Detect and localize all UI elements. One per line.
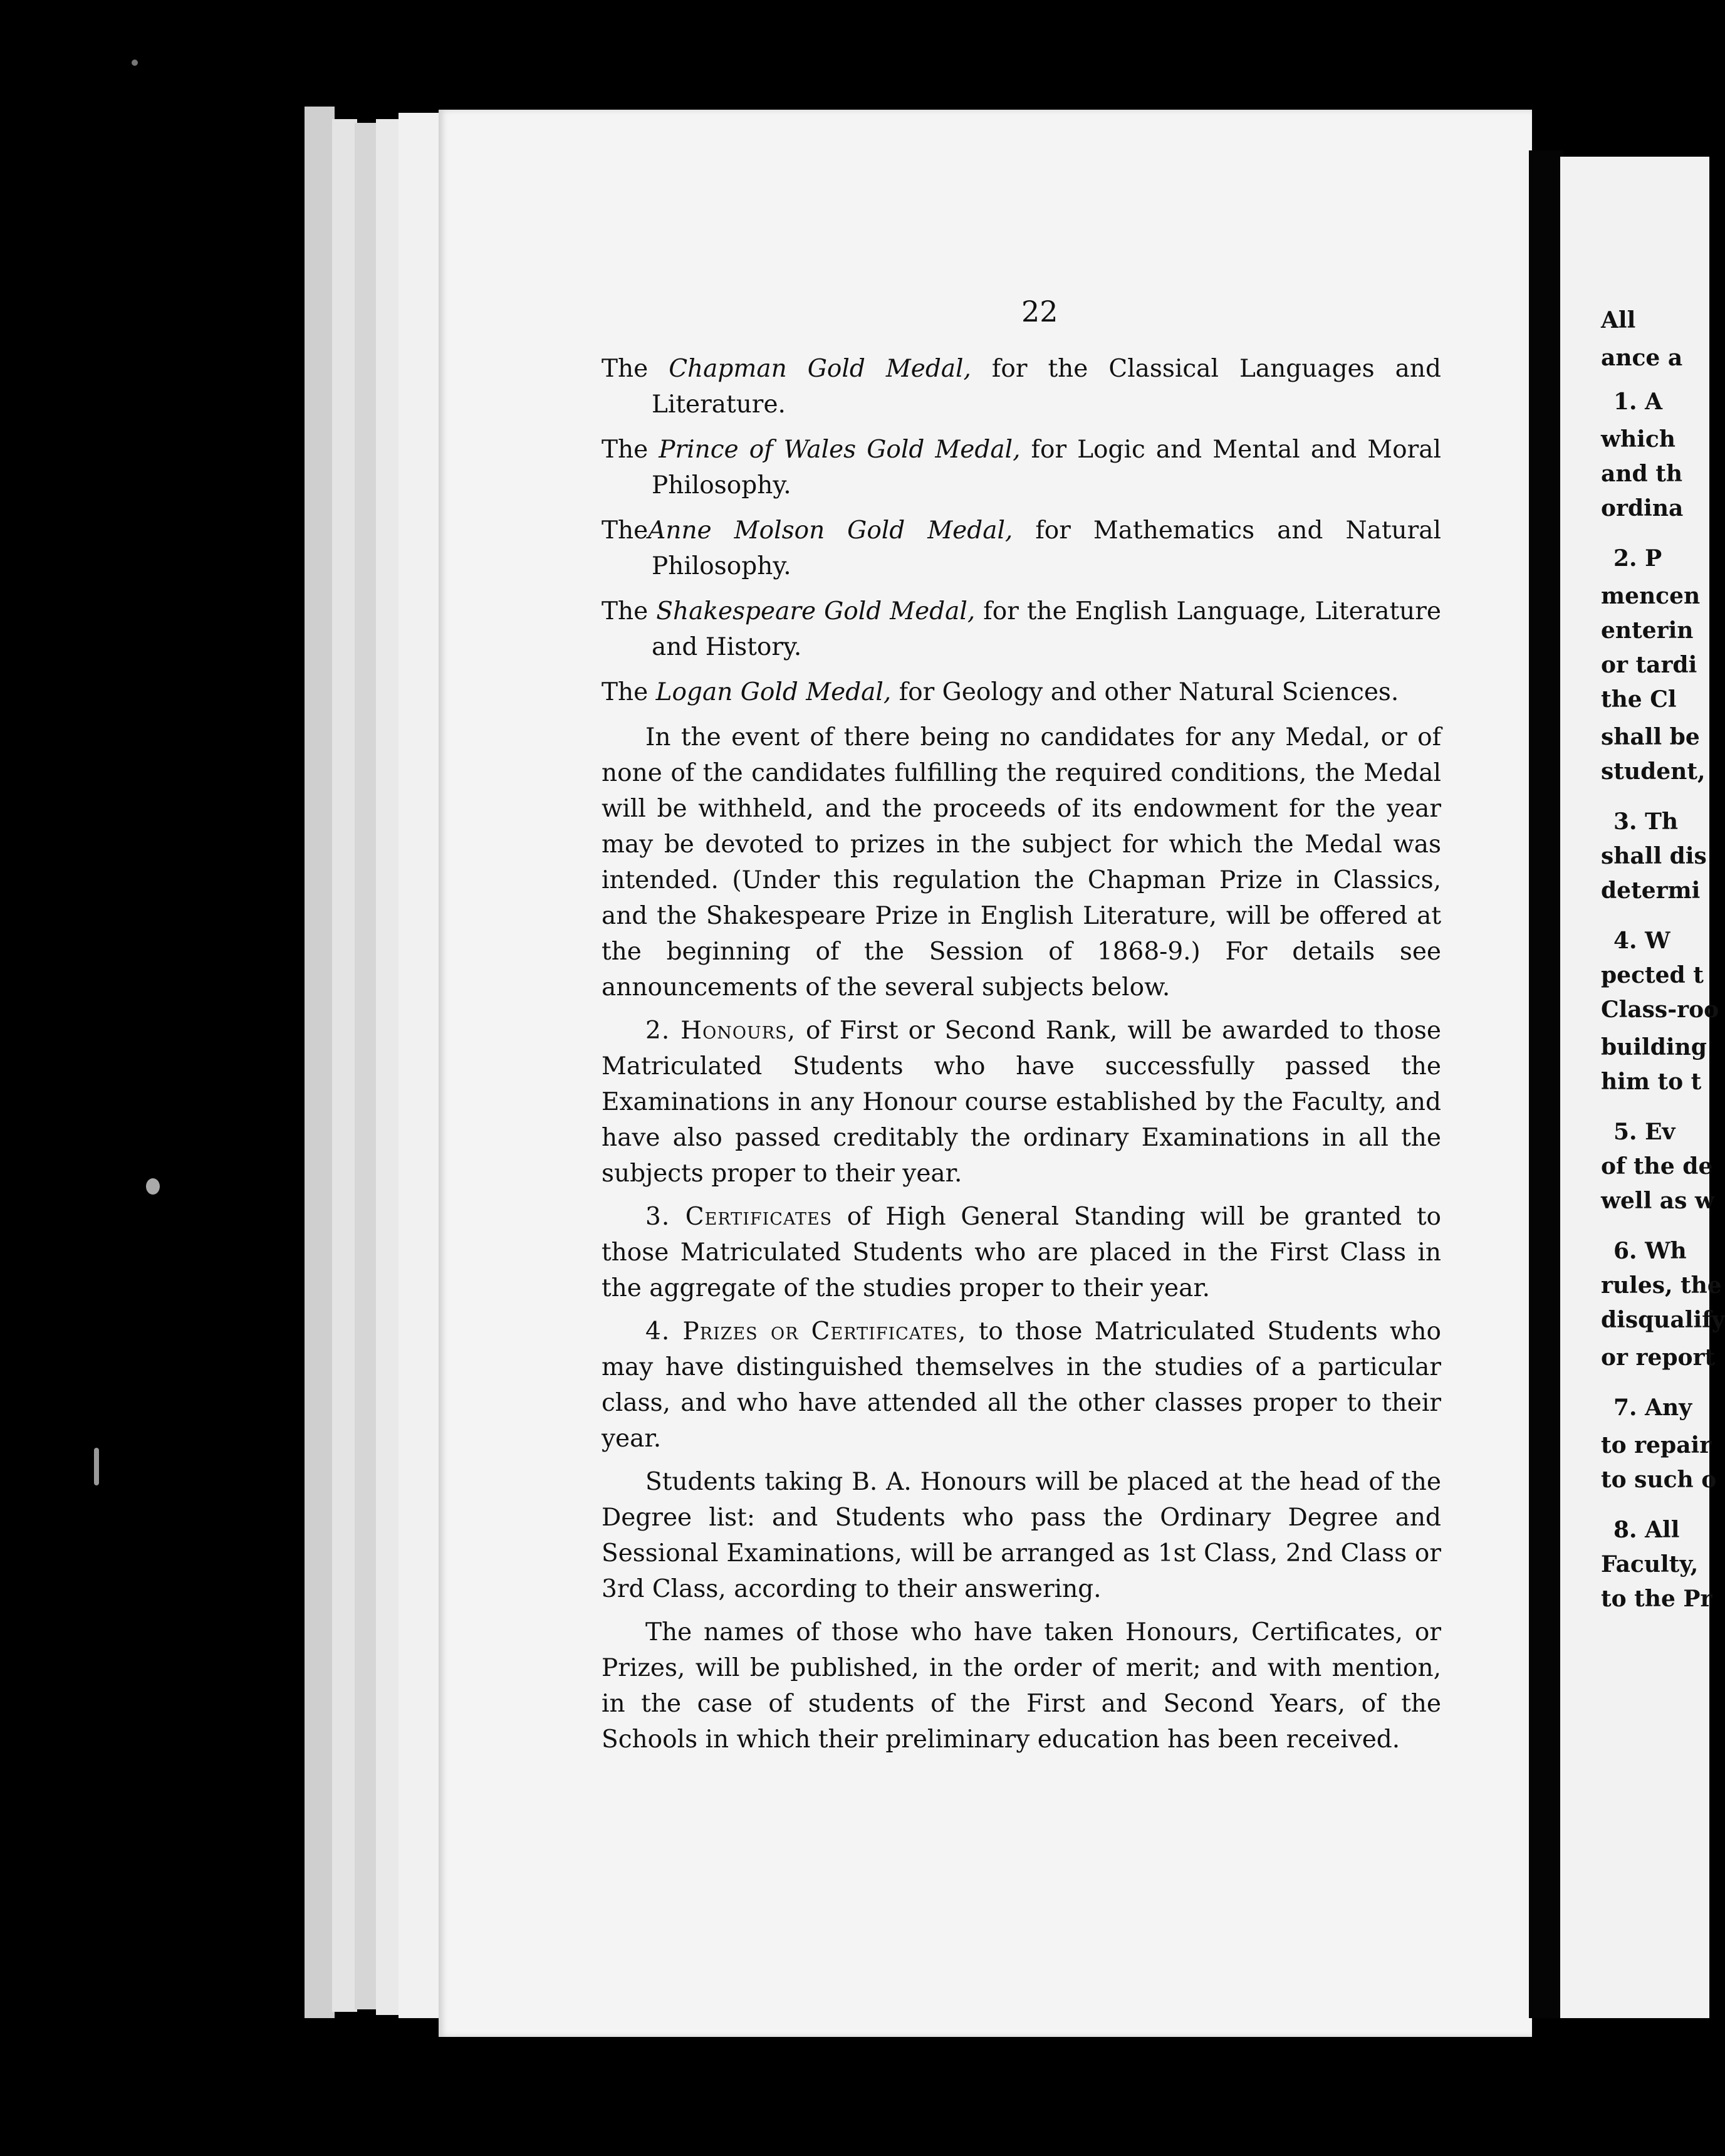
right-page-line: mencen — [1601, 583, 1701, 609]
right-page-line: to such o — [1601, 1467, 1717, 1493]
medal-prefix: The — [602, 355, 669, 383]
right-page-line: or tardi — [1601, 652, 1697, 678]
right-page-line: or report — [1601, 1344, 1716, 1371]
medal-description: for Geology and other Natural Sciences. — [891, 678, 1399, 706]
page-edge — [355, 123, 378, 2009]
medal-description: for the Classical Languages and Literature. — [652, 355, 1441, 419]
right-page-line: to the Pr — [1601, 1586, 1712, 1612]
right-page-line: him to t — [1601, 1069, 1702, 1095]
paragraph-honours — [602, 1013, 1441, 1191]
right-page-line: enterin — [1601, 617, 1694, 644]
right-page-line: Class-roo — [1601, 997, 1719, 1023]
right-page-line: determi — [1601, 877, 1701, 904]
right-page-line: student, — [1601, 758, 1706, 785]
paragraph-ba-honours: Students taking B. A. Honours will be placed at the head of the Degree list: and Students who pass the Ordinary Degree and Sessional Examinations, will be arranged as 1st Class, 2nd Class or 3rd Class, according to their answering. — [602, 1468, 1441, 1603]
right-page-line: and th — [1601, 461, 1683, 487]
medal-prefix: The — [602, 436, 659, 464]
book-gutter — [1529, 150, 1563, 2018]
section-label-certificates: 3. Certificates — [645, 1203, 833, 1231]
right-page-line: disqualify — [1601, 1307, 1725, 1333]
right-page-line: 6. Wh — [1613, 1238, 1687, 1264]
medal-prefix: The — [602, 678, 656, 706]
section-label-honours: 2. Honours, — [645, 1017, 796, 1045]
right-page-line: 5. Ev — [1613, 1119, 1675, 1145]
scan-speck — [94, 1448, 99, 1485]
section-label-prizes: 4. Prizes or Certificates, — [645, 1317, 967, 1346]
page-edge — [332, 119, 357, 2012]
right-page-line: ordina — [1601, 495, 1684, 521]
medal-name: Chapman Gold Medal, — [669, 355, 971, 383]
medal-name: Logan Gold Medal, — [655, 678, 892, 706]
paragraph-text: of High General Standing will be granted to those Matriculated Students who are placed in the First Class in the aggregate of the studies proper to their year. — [602, 1203, 1441, 1302]
right-page-line: 3. Th — [1613, 808, 1679, 835]
medal-description: for the English Language, Literature and History. — [652, 597, 1441, 661]
right-page-line: 4. W — [1613, 928, 1670, 954]
medal-entry-logan — [602, 674, 1441, 710]
right-page-fragment — [1560, 157, 1725, 2018]
right-page-line: shall dis — [1601, 843, 1707, 869]
medal-name: Shakespeare Gold Medal, — [656, 597, 976, 625]
right-page-line: to repair — [1601, 1432, 1712, 1458]
right-page-line: All — [1601, 307, 1636, 333]
page-edge — [376, 119, 401, 2015]
right-page-line: which — [1601, 426, 1675, 453]
medal-name: Anne Molson Gold Medal, — [648, 516, 1013, 545]
right-page-line: 2. P — [1613, 545, 1662, 572]
medal-entry-anne-molson — [602, 513, 1441, 584]
paragraph-text: of First or Second Rank, will be awarded to those Matriculated Students who have successfully passed the Examinations in any Honour course established by the Faculty, and have also passed creditably the ordinary Examinations in all the subjects proper to their year. — [602, 1017, 1441, 1188]
right-page-line: rules, the — [1601, 1272, 1722, 1299]
scan-speck — [132, 60, 138, 66]
right-page-line: pected t — [1601, 962, 1704, 988]
right-page-line: shall be — [1601, 724, 1700, 750]
scan-speck — [146, 1178, 160, 1195]
right-page-line: the Cl — [1601, 686, 1677, 713]
paragraph-certificates — [602, 1199, 1441, 1306]
medal-entry-shakespeare — [602, 594, 1441, 665]
right-page-line: 8. All — [1613, 1517, 1680, 1543]
medal-description: for Mathematics and Natural Philosophy. — [652, 516, 1442, 580]
right-page-line: 7. Any — [1613, 1395, 1692, 1421]
right-page-line: 1. A — [1613, 389, 1663, 415]
right-page-line: well as w — [1601, 1188, 1714, 1214]
paragraph-prizes — [602, 1314, 1441, 1457]
paragraph-medal-withheld: In the event of there being no candidates for any Medal, or of none of the candidates fulfilling the required conditions, the Medal will be withheld, and the proceeds of its endowment for the year may be devoted to prizes in the subject for which the Medal was intended. (Under this regulation the Chapman Prize in Classics, and the Shakespeare Prize in English Literature, will be offered at the beginning of the Session of 1868-9.) For details see announcements of the several subjects below. — [602, 723, 1441, 1002]
paragraph-names-published: The names of those who have taken Honours, Certificates, or Prizes, will be published, in the order of merit; and with mention, in the case of students of the First and Second Years, of the Schools in which their preliminary education has been received. — [602, 1618, 1441, 1754]
page-number: 22 — [1021, 295, 1058, 328]
medal-prefix: The — [602, 516, 649, 545]
right-page-line: ance a — [1601, 345, 1683, 371]
medal-entry-chapman — [602, 351, 1441, 422]
right-page-line: of the de — [1601, 1153, 1713, 1180]
medal-description: for Logic and Mental and Moral Philosophy. — [652, 436, 1441, 500]
right-page-line: building — [1601, 1034, 1707, 1060]
medal-name: Prince of Wales Gold Medal, — [659, 436, 1021, 464]
medal-entry-prince-of-wales — [602, 432, 1441, 503]
page-edge — [305, 107, 335, 2018]
right-page-line: Faculty, — [1601, 1551, 1699, 1578]
medal-prefix: The — [602, 597, 657, 625]
page-body — [602, 351, 1441, 1765]
paragraph-text: to those Matriculated Students who may have distinguished themselves in the studies of a particular class, and who have attended all the other classes proper to their year. — [602, 1317, 1442, 1453]
